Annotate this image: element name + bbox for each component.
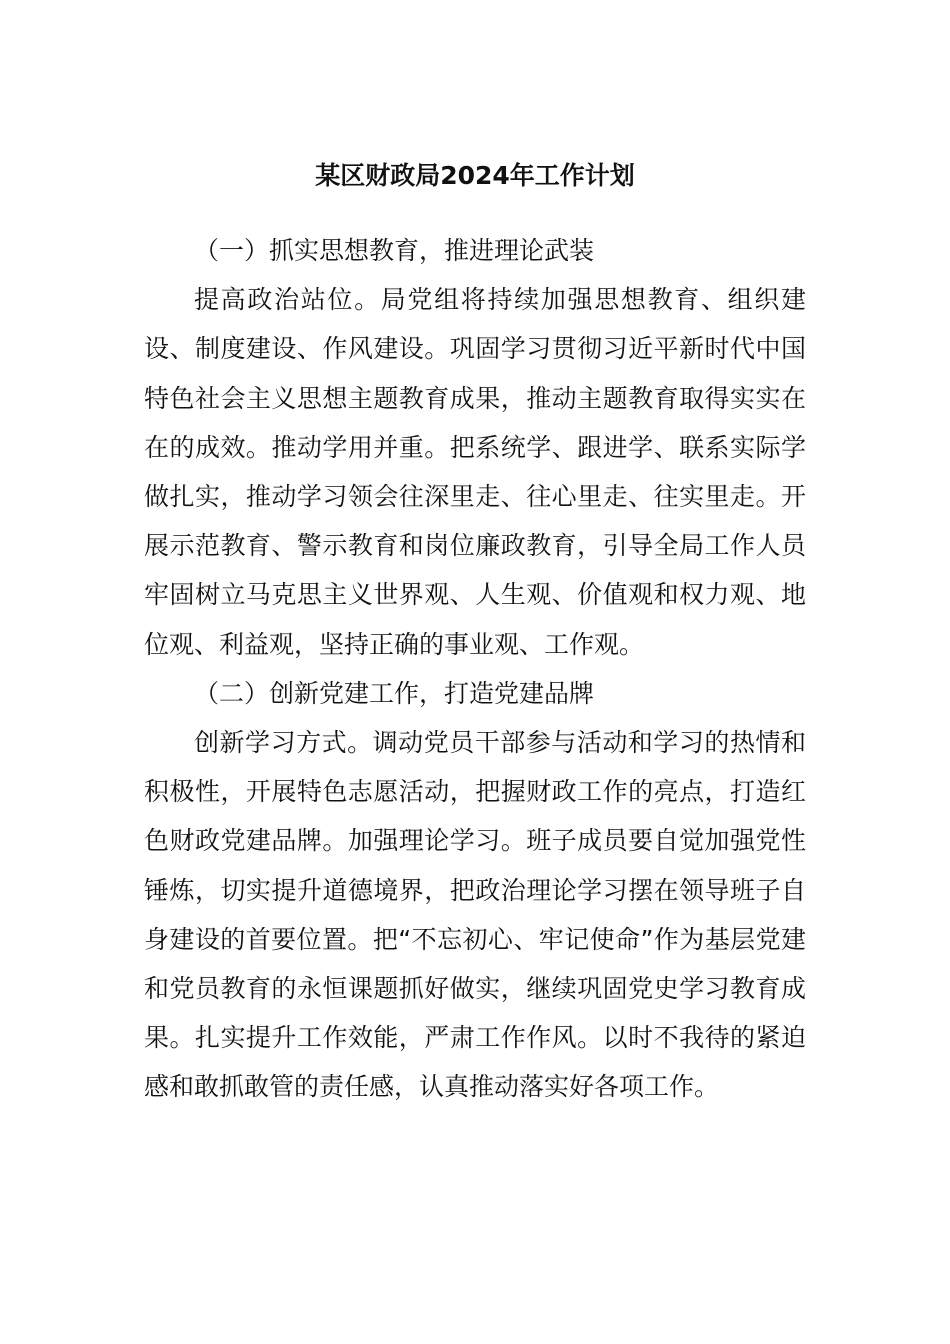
paragraph-1: 提高政治站位。局党组将持续加强思想教育、组织建设、制度建设、作风建设。巩固学习贯彻习近平新时代中国特色社会主义思想主题教育成果，推动主题教育取得实实在在的成效。推动学用并重。把系统学、跟进学、联系实际学做扎实，推动学习领会往深里走、往心里走、往实里走。开展示范教育、警示教育和岗位廉政教育，引导全局工作人员牢固树立马克思主义世界观、人生观、价值观和权力观、地位观、利益观，坚持正确的事业观、工作观。 <box>144 285 806 659</box>
paragraph-2: 创新学习方式。调动党员干部参与活动和学习的热情和积极性，开展特色志愿活动，把握财政工作的亮点，打造红色财政党建品牌。加强理论学习。班子成员要自觉加强党性锤炼，切实提升道德境界，把政治理论学习摆在领导班子自身建设的首要位置。把“不忘初心、牢记使命”作为基层党建和党员教育的永恒课题抓好做实，继续巩固党史学习教育成果。扎实提升工作效能，严肃工作作风。以时不我待的紧迫感和敢抓敢管的责任感，认真推动落实好各项工作。 <box>144 728 806 1102</box>
document-title: 某区财政局2024年工作计划 <box>315 161 635 190</box>
section-heading-2: （二）创新党建工作，打造党建品牌 <box>194 678 595 708</box>
section-heading-1: （一）抓实思想教育，推进理论武装 <box>194 236 595 265</box>
document-body <box>144 226 806 1112</box>
